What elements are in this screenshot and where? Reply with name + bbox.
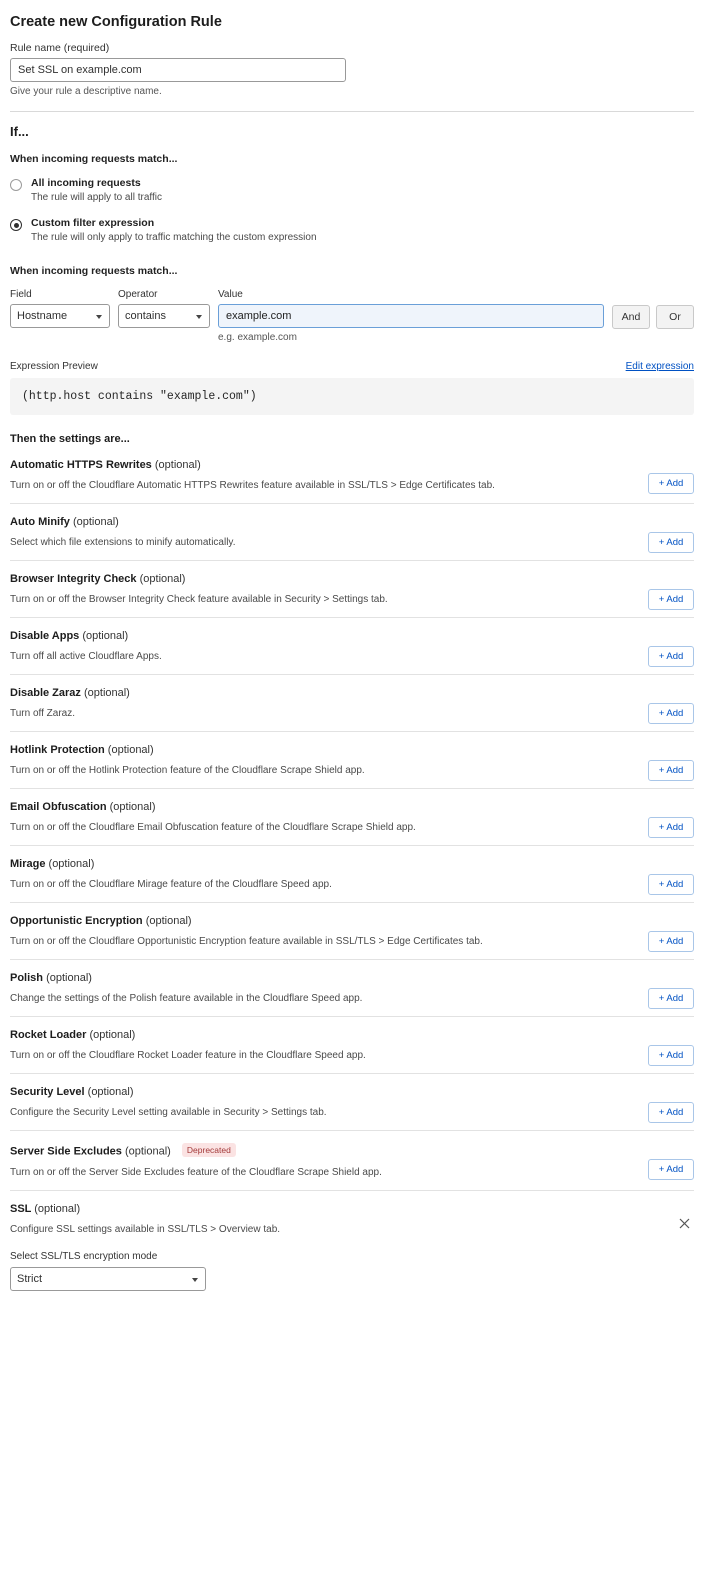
setting-title	[10, 1029, 694, 1041]
value-helper: e.g. example.com	[218, 332, 297, 343]
setting-description: Turn on or off the Cloudflare Automatic HTTPS Rewrites feature available in SSL/TLS > Edge Certificates tab.	[10, 480, 495, 491]
setting-optional: (optional)	[145, 915, 192, 927]
setting-description: Turn on or off the Cloudflare Email Obfuscation feature of the Cloudflare Scrape Shield app.	[10, 822, 416, 833]
rule-name-input[interactable]	[10, 58, 346, 82]
value-input[interactable]	[218, 304, 604, 328]
setting-description: Change the settings of the Polish feature available in the Cloudflare Speed app.	[10, 993, 363, 1004]
setting-optional: (optional)	[89, 1029, 136, 1041]
add-button[interactable]: + Add	[648, 473, 694, 494]
match-subhead: When incoming requests match...	[10, 153, 178, 165]
setting-optional: (optional)	[107, 744, 154, 756]
setting-title	[10, 630, 694, 642]
add-button[interactable]: + Add	[648, 988, 694, 1009]
setting-description: Configure SSL settings available in SSL/TLS > Overview tab.	[10, 1223, 281, 1235]
setting-row	[10, 959, 694, 1016]
radio-description: The rule will only apply to traffic matching the custom expression	[31, 232, 317, 243]
setting-name: Opportunistic Encryption	[10, 915, 143, 927]
then-heading: Then the settings are...	[10, 433, 130, 445]
setting-description: Turn on or off the Server Side Excludes feature of the Cloudflare Scrape Shield app.	[10, 1166, 382, 1178]
or-button[interactable]: Or	[656, 305, 694, 329]
radio-custom-filter-expression[interactable]	[10, 217, 694, 243]
setting-row	[10, 1016, 694, 1073]
setting-name: Hotlink Protection	[10, 744, 105, 756]
add-button[interactable]: + Add	[648, 532, 694, 553]
setting-name: Server Side Excludes	[10, 1145, 122, 1158]
setting-name: Mirage	[10, 858, 46, 870]
setting-title	[10, 858, 694, 870]
setting-name: Disable Apps	[10, 630, 80, 642]
setting-title	[10, 1143, 694, 1158]
add-button[interactable]: + Add	[648, 817, 694, 838]
setting-title	[10, 687, 694, 699]
page-title: Create new Configuration Rule	[10, 14, 222, 30]
radio-label: All incoming requests	[31, 177, 141, 189]
setting-row	[10, 560, 694, 617]
setting-name: Disable Zaraz	[10, 687, 81, 699]
setting-row	[10, 788, 694, 845]
if-heading: If...	[10, 124, 29, 139]
expression-builder-row	[10, 289, 694, 343]
setting-title	[10, 1086, 694, 1098]
add-button[interactable]: + Add	[648, 931, 694, 952]
setting-name: Browser Integrity Check	[10, 573, 137, 585]
operator-label: Operator	[118, 289, 158, 300]
setting-name: Automatic HTTPS Rewrites	[10, 459, 152, 471]
setting-description: Turn off all active Cloudflare Apps.	[10, 651, 162, 662]
ssl-mode-select[interactable]	[10, 1267, 206, 1291]
add-button[interactable]: + Add	[648, 1159, 694, 1180]
ssl-mode-label: Select SSL/TLS encryption mode	[10, 1250, 158, 1262]
radio-all-incoming-requests[interactable]	[10, 177, 694, 203]
setting-row	[10, 503, 694, 560]
setting-name: SSL	[10, 1202, 32, 1215]
setting-optional: (optional)	[83, 687, 130, 699]
setting-optional: (optional)	[82, 630, 129, 642]
field-select[interactable]	[10, 304, 110, 328]
add-button[interactable]: + Add	[648, 703, 694, 724]
setting-title	[10, 915, 694, 927]
setting-row	[10, 674, 694, 731]
setting-optional: (optional)	[154, 459, 201, 471]
setting-description: Configure the Security Level setting available in Security > Settings tab.	[10, 1107, 327, 1118]
setting-row	[10, 1130, 694, 1190]
expression-preview-label: Expression Preview	[10, 361, 98, 372]
setting-row	[10, 1073, 694, 1130]
setting-name: Polish	[10, 972, 44, 984]
operator-select[interactable]	[118, 304, 210, 328]
setting-title	[10, 1203, 694, 1215]
setting-optional: (optional)	[48, 858, 95, 870]
settings-list	[10, 445, 694, 1315]
and-button[interactable]: And	[612, 305, 650, 329]
add-button[interactable]: + Add	[648, 1102, 694, 1123]
setting-description: Select which file extensions to minify automatically.	[10, 537, 236, 548]
divider	[10, 111, 694, 112]
add-button[interactable]: + Add	[648, 874, 694, 895]
setting-description: Turn on or off the Cloudflare Mirage feature of the Cloudflare Speed app.	[10, 879, 332, 890]
add-button[interactable]: + Add	[648, 760, 694, 781]
setting-optional: (optional)	[34, 1202, 81, 1215]
setting-description: Turn on or off the Cloudflare Rocket Loader feature in the Cloudflare Speed app.	[10, 1050, 366, 1061]
add-button[interactable]: + Add	[648, 589, 694, 610]
setting-optional: (optional)	[124, 1145, 171, 1158]
radio-icon[interactable]	[10, 219, 22, 231]
rule-name-helper: Give your rule a descriptive name.	[10, 86, 162, 97]
setting-name: Security Level	[10, 1086, 85, 1098]
setting-optional: (optional)	[109, 801, 156, 813]
setting-row	[10, 617, 694, 674]
setting-description: Turn on or off the Browser Integrity Check feature available in Security > Settings tab.	[10, 594, 388, 605]
setting-name: Rocket Loader	[10, 1029, 87, 1041]
edit-expression-link[interactable]: Edit expression	[625, 361, 694, 372]
setting-row	[10, 845, 694, 902]
deprecated-badge: Deprecated	[182, 1143, 236, 1157]
value-label: Value	[218, 289, 243, 300]
radio-icon[interactable]	[10, 179, 22, 191]
setting-description: Turn off Zaraz.	[10, 708, 76, 719]
setting-title	[10, 744, 694, 756]
setting-title	[10, 972, 694, 984]
setting-optional: (optional)	[87, 1086, 134, 1098]
setting-optional: (optional)	[72, 516, 119, 528]
setting-row-ssl	[10, 1190, 694, 1315]
radio-label: Custom filter expression	[31, 217, 155, 229]
setting-title	[10, 573, 694, 585]
radio-description: The rule will apply to all traffic	[31, 192, 162, 203]
setting-optional: (optional)	[139, 573, 186, 585]
setting-description: Turn on or off the Cloudflare Opportunistic Encryption feature available in SSL/TLS > Edge Certificates tab.	[10, 936, 483, 947]
setting-row	[10, 445, 694, 503]
field-label: Field	[10, 289, 32, 300]
setting-name: Auto Minify	[10, 516, 70, 528]
setting-row	[10, 731, 694, 788]
setting-title	[10, 459, 694, 471]
add-button[interactable]: + Add	[648, 646, 694, 667]
setting-title	[10, 516, 694, 528]
match-subhead-2: When incoming requests match...	[10, 265, 178, 277]
setting-title	[10, 801, 694, 813]
expression-preview-header	[10, 361, 694, 372]
rule-name-label: Rule name (required)	[10, 42, 110, 54]
setting-optional: (optional)	[46, 972, 92, 984]
expression-preview-text: (http.host contains "example.com")	[10, 378, 694, 415]
add-button[interactable]: + Add	[648, 1045, 694, 1066]
close-icon[interactable]	[676, 1217, 692, 1233]
setting-name: Email Obfuscation	[10, 801, 107, 813]
setting-description: Turn on or off the Hotlink Protection feature of the Cloudflare Scrape Shield app.	[10, 765, 365, 776]
setting-row	[10, 902, 694, 959]
